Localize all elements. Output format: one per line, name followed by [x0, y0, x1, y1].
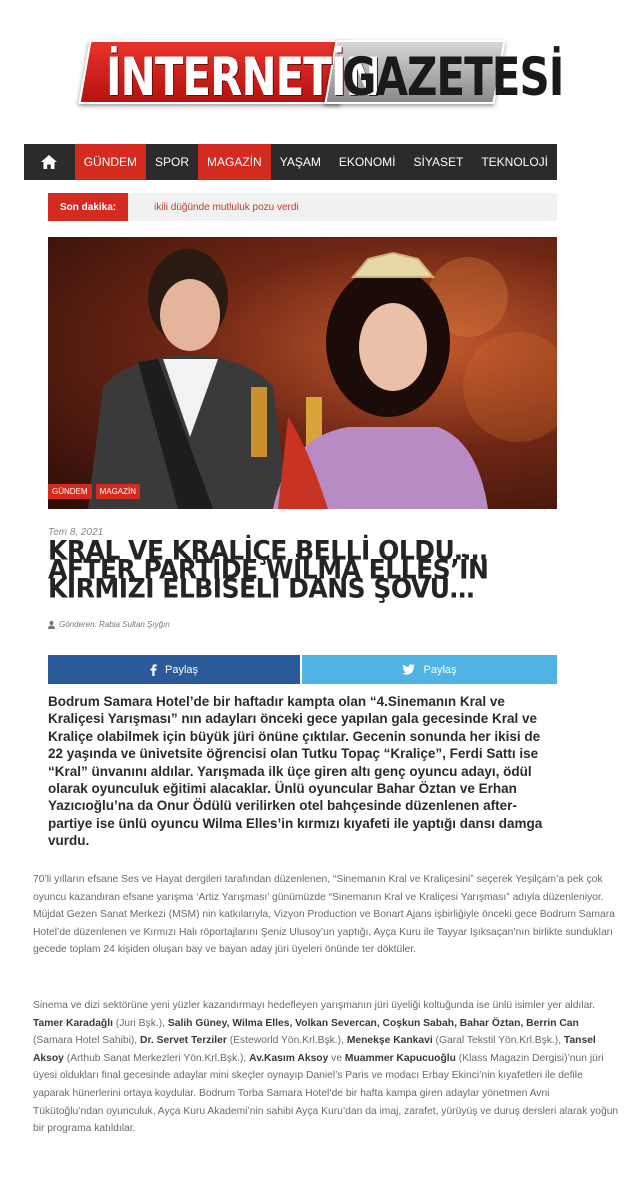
nav-item-yasam[interactable]: YAŞAM [279, 155, 321, 169]
share-twitter-button[interactable] [302, 655, 557, 684]
nav-item-ekonomi[interactable]: EKONOMİ [338, 155, 396, 169]
author-name: Gönderen: Rabia Sultan Şıyğın [59, 620, 170, 629]
breaking-news-bar [48, 193, 557, 221]
paragraph-text-run: (Samara Hotel Sahibi), [33, 1035, 141, 1047]
user-icon [48, 621, 55, 629]
jury-member-name: Tamer Karadağlı [33, 1017, 113, 1029]
tag-gundem[interactable]: GÜNDEM [48, 484, 92, 499]
tag-magazin[interactable]: MAGAZİN [96, 484, 140, 499]
paragraph-text-run: (Arthub Sanat Merkezleri Yön.Krl.Bşk.), [63, 1052, 250, 1064]
breaking-news-link[interactable]: ikili düğünde mutluluk pozu verdi [154, 201, 299, 213]
facebook-icon [150, 664, 157, 676]
article-author [48, 620, 170, 629]
jury-member-name: Muammer Kapucuoğlu [344, 1052, 456, 1064]
logo-text-primary: İNTERNETİN [106, 46, 380, 108]
article-hero-image [48, 237, 557, 509]
logo-text-secondary: GAZETESİ [342, 46, 564, 108]
jury-member-name: Salih Güney, Wilma Elles, Volkan Severcan, Coşkun Sabah, Bahar Öztan, Berrin Can [167, 1017, 579, 1029]
jury-member-name: Dr. Servet Terziler [140, 1035, 227, 1047]
breaking-news-label: Son dakika: [48, 193, 128, 221]
nav-item-spor[interactable]: SPOR [155, 155, 190, 169]
home-icon [41, 155, 57, 169]
nav-item-siyaset[interactable]: SİYASET [413, 155, 464, 169]
hero-illustration [48, 237, 557, 509]
paragraph-text-run: (Klass Magazin Dergisi)’nun jüri üyesi oldukları final gecesinde adaylar mini skeçler oynayıp Daniel’s Paris ve modacı Erbay Ekinci’nin kıyafetleri ile defile yaparak hünerlerini ortaya koydular. Bodrum Torba Samara Hotel’de bir hafta kampa giren adaylar yönetmen Avni Tükütoğlu’ndan oyunculuk, Ayça Kuru Akademi’nin sahibi Ayça Kuru’dan da imaj, zarafet, yürüyüş ve duruş dersleri alarak yoğun bir programa katıldılar. [33, 1052, 619, 1135]
paragraph-text-run: (Juri Bşk.), [112, 1017, 168, 1029]
article-lead: Bodrum Samara Hotel’de bir haftadır kampta olan “4.Sinemanın Kral ve Kraliçesi Yarışması” nın adayları önceki gece yapılan gala gecesinde Kral ve Kraliçe olabilmek için büyük jüri önüne çıktılar. Gecenin sonunda her ikisi de 22 yaşında ve ünivetsite öğrencisi olan Tutku Topaç “Kraliçe”, Ferdi Sattı ise “Kral” ünvanını aldılar. Yarışmada ilk üçe giren altı genç oyuncu adayı, ödül olarak oyunculuk eğitimi alacaklar. Ünlü oyuncular Bahar Öztan ve Erhan Yazıcıoğlu’na da Onur Ödülü verilirken otel bahçesinde düzenlenen after-partiye ise ünlü oyuncu Wilma Elles’in kırmızı kıyafeti ile yaptığı dansı damga vurdu. [48, 694, 543, 849]
article-paragraph-1: 70’li yılların efsane Ses ve Hayat dergileri tarafından düzenlenen, “Sinemanın Kral ve Kraliçesini” seçerek Yeşilçam’a pek çok oyuncu kazandıran efsane yarışma ‘Artiz Yarışması’ günümüzde “Sinemanın Kral ve Kraliçesi Yarışması” adıyla düzenleniyor. Müjdat Gezen Sanat Merkezi (MSM) nin katkılarıyla, Vizyon Production ve Bonart Ajans işbirliğiyle önceki gece Bodrum Samara Hotel’de düzenlenen ve Kırmızı Halı röportajlarını Şeniz Ulusoy’un yaptığı, Ayça Kuru ile Tayyar Işıksaçan’nın birlikte sundukları gecede toplam 24 kişiden oluşan bay ve bayan aday jüri üyeleri önünde ter döktüler. [33, 874, 615, 956]
main-nav [24, 144, 557, 180]
share-facebook-label: Paylaş [164, 663, 199, 676]
jury-member-name: Tansel Aksoy [33, 1035, 596, 1064]
nav-item-gundem[interactable]: GÜNDEM [75, 144, 146, 180]
nav-item-magazin[interactable]: MAGAZİN [198, 144, 271, 180]
paragraph-text-run: ve [328, 1052, 345, 1064]
site-logo[interactable] [84, 36, 564, 108]
article-title: KRAL VE KRALİÇE BELLİ OLDU…. AFTER PARTİDE WİLMA ELLES’İN KIRMIZI ELBİSELİ DANS ŞOVU… [48, 535, 489, 604]
paragraph-text-run: Sinema ve dizi sektörüne yeni yüzler kazandırmayı hedefleyen yarışmanın jüri üyeliği koltuğunda ise ünlü isimler yer aldılar. [33, 1000, 596, 1011]
paragraph-text-run: (Garal Tekstil Yön.Krl.Bşk.), [432, 1035, 564, 1047]
paragraph-text-run: (Esteworld Yön.Krl.Bşk.), [226, 1035, 347, 1047]
twitter-icon [402, 664, 415, 675]
jury-member-name: Menekşe Kankavi [346, 1035, 433, 1047]
nav-home-button[interactable] [24, 144, 75, 180]
jury-member-name: Av.Kasım Aksoy [249, 1052, 329, 1064]
share-twitter-label: Paylaş [423, 663, 457, 676]
article-tags [48, 484, 140, 499]
article-date: Tem 8, 2021 [48, 527, 104, 538]
article-paragraph-2 [33, 997, 621, 1138]
share-facebook-button[interactable] [48, 655, 300, 684]
nav-item-teknoloji[interactable]: TEKNOLOJİ [481, 155, 548, 169]
